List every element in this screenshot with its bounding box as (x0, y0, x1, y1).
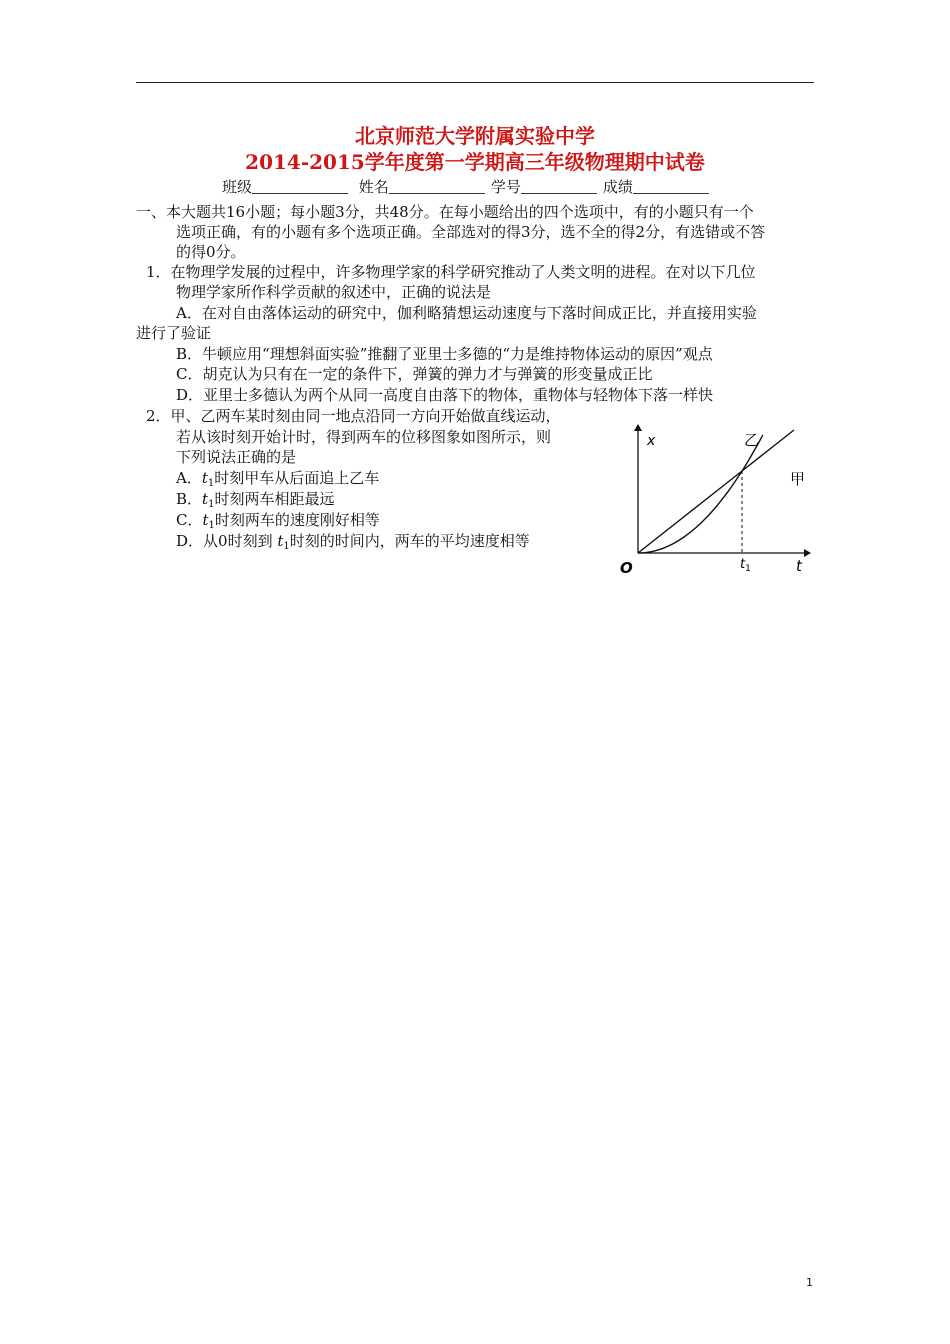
q1-option-c: C．胡克认为只有在一定的条件下，弹簧的弹力才与弹簧的形变量成正比 (176, 365, 653, 383)
t1-tick-label: $t_1$ (740, 557, 751, 574)
field-class-label: 班级 (222, 178, 253, 196)
q1-option-a-line-2: 进行了验证 (136, 324, 212, 342)
field-id-blank[interactable] (521, 179, 597, 194)
q2-stem-line-1: 2．甲、乙两车某时刻由同一地点沿同一方向开始做直线运动， (146, 407, 561, 425)
q2-option-d: D．从0时刻到 $t_1$时刻的时间内，两车的平均速度相等 (176, 532, 530, 552)
section-instructions-line-2: 选项正确，有的小题有多个选项正确。全部选对的得3分，选不全的得2分，有选错或不答 (176, 223, 766, 241)
q1-option-a-line-1: A．在对自由落体运动的研究中，伽利略猜想运动速度与下落时间成正比，并直接用实验 (176, 304, 757, 322)
q2-option-a: A．$t_1$时刻甲车从后面追上乙车 (176, 469, 380, 489)
displacement-time-graph (600, 415, 830, 585)
q2-stem-line-3: 下列说法正确的是 (176, 448, 297, 466)
field-score-blank[interactable] (633, 179, 709, 194)
q2-option-b: B．$t_1$时刻两车相距最远 (176, 490, 335, 510)
series-yi-label: 乙 (744, 431, 760, 449)
series-jia-label: 甲 (790, 470, 806, 488)
field-name-blank[interactable] (389, 179, 485, 194)
field-name-label: 姓名 (358, 178, 389, 196)
exam-title: 2014-2015学年度第一学期高三年级物理期中试卷 (245, 150, 705, 174)
school-name: 北京师范大学附属实验中学 (355, 124, 595, 148)
q1-stem-line-2: 物理学家所作科学贡献的叙述中，正确的说法是 (176, 283, 492, 301)
series-jia-line (638, 430, 794, 553)
section-instructions-line-3: 的得0分。 (176, 243, 246, 261)
origin-label: O (620, 559, 633, 577)
field-class-blank[interactable] (252, 179, 348, 194)
q2-stem-line-2: 若从该时刻开始计时，得到两车的位移图象如图所示，则 (176, 428, 552, 446)
x-axis-label: t (796, 557, 802, 575)
field-id-label: 学号 (490, 178, 521, 196)
q1-option-d: D．亚里士多德认为两个从同一高度自由落下的物体，重物体与轻物体下落一样快 (176, 386, 714, 404)
series-yi-curve (638, 435, 763, 553)
student-info-row (222, 177, 715, 197)
page-number: 1 (806, 1276, 813, 1289)
field-score-label: 成绩 (602, 178, 633, 196)
section-instructions-line-1: 一、本大题共16小题；每小题3分，共48分。在每小题给出的四个选项中，有的小题只有一个 (136, 203, 754, 221)
y-axis-label: x (647, 433, 656, 449)
q1-option-b: B．牛顿应用“理想斜面实验”推翻了亚里士多德的“力是维持物体运动的原因”观点 (176, 345, 713, 363)
header-rule (136, 82, 814, 83)
q1-stem-line-1: 1．在物理学发展的过程中，许多物理学家的科学研究推动了人类文明的进程。在对以下几位 (146, 263, 756, 281)
q2-option-c: C．$t_1$时刻两车的速度刚好相等 (176, 511, 380, 531)
